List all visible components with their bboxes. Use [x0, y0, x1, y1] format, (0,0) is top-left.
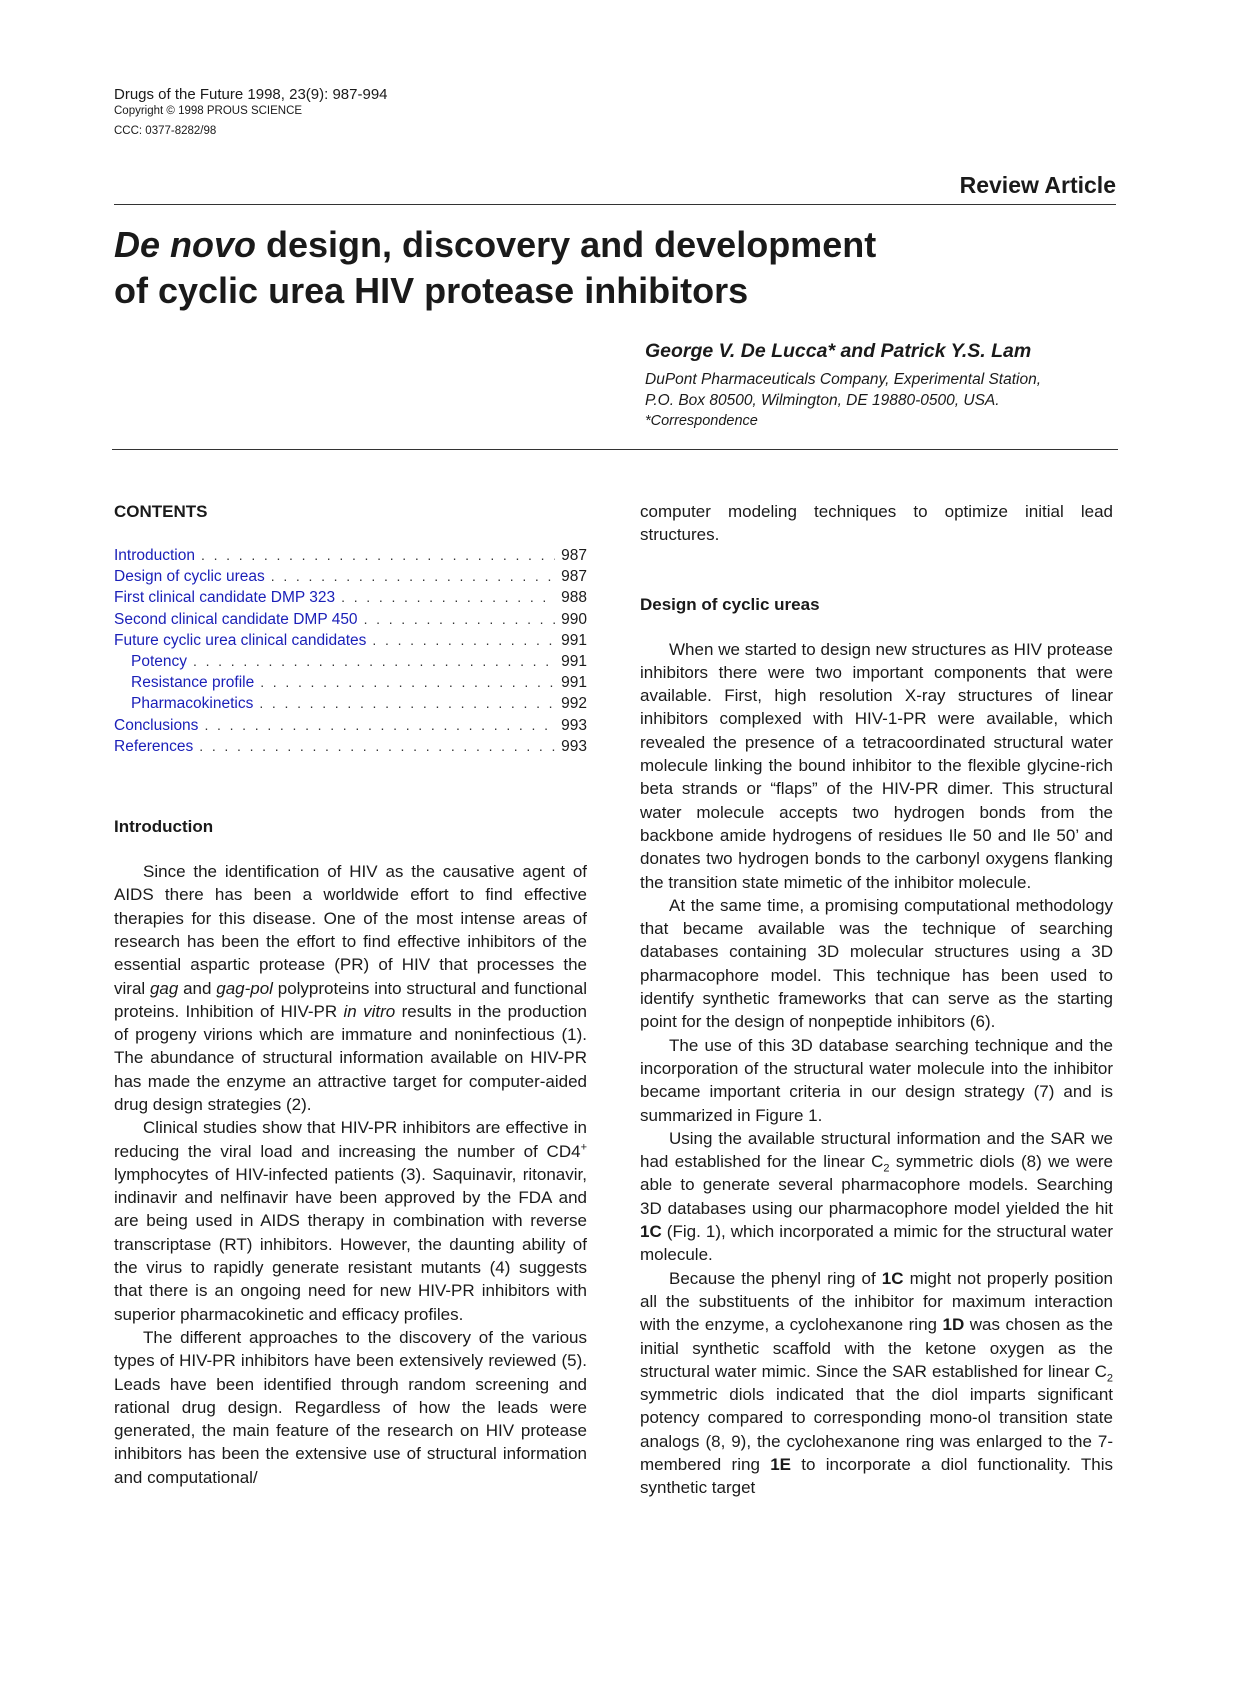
toc-leader	[271, 566, 555, 587]
design-paragraph-3: The use of this 3D database searching technique and the incorporation of the structural water molecule into the inhibitor became important criteria in our design strategy (7) and is summarized in Figure 1.	[640, 1035, 1113, 1125]
toc-leader	[364, 609, 556, 630]
toc-page: 991	[561, 674, 587, 692]
affiliation-line2: P.O. Box 80500, Wilmington, DE 19880-0500, USA.	[645, 392, 1000, 409]
intro-paragraph-1: Since the identification of HIV as the causative agent of AIDS there has been a worldwide effort to find effective therapies for this disease. One of the most intense areas of research has been the effort to find effective inhibitors of the essential aspartic protease (PR) of HIV that processes the viral gag and gag-pol polyproteins into structural and functional proteins. Inhibition of HIV-PR in vitro results in the production of progeny virions which are immature and noninfectious (1). The abundance of structural information available on HIV-PR has made the enzyme an attractive target for computer-aided drug design strategies (2).	[114, 862, 587, 1114]
toc-link[interactable]: Design of cyclic ureas	[114, 568, 265, 586]
toc-page: 987	[561, 568, 587, 586]
article-type: Review Article	[959, 172, 1116, 198]
toc-leader	[204, 715, 555, 736]
design-heading: Design of cyclic ureas	[640, 594, 820, 614]
toc-item[interactable]	[114, 715, 587, 736]
header-divider	[114, 204, 1116, 205]
article-title	[114, 222, 876, 314]
correspondence-note: *Correspondence	[645, 413, 758, 429]
ccc-line: CCC: 0377-8282/98	[114, 125, 217, 137]
toc-leader	[341, 587, 555, 608]
toc-link[interactable]: Introduction	[114, 547, 195, 564]
design-paragraph-1: When we started to design new structures as HIV protease inhibitors there were two important components that were available. First, high resolution X-ray structures of linear inhibitors complexed with HIV-1-PR were available, which revealed the presence of a tetracoordinated structural water molecule linking the bound inhibitor to the flexible glycine-rich beta strands or “flaps” of the HIV-PR dimer. This structural water molecule accepts two hydrogen bonds from the backbone amide hydrogens of residues Ile 50 and Ile 50’ and donates two hydrogen bonds to the carbonyl oxygens flanking the transition state mimetic of the inhibitor molecule.	[640, 639, 1113, 892]
title-line1: design, discovery and development	[256, 224, 877, 265]
intro-paragraph-2: Clinical studies show that HIV-PR inhibitors are effective in reducing the viral load and increasing the number of CD4+ lymphocytes of HIV-infected patients (3). Saquinavir, ritonavir, indinavir and nelfinavir have been approved by the FDA and are being used in AIDS therapy in combination with reverse transcriptase (RT) inhibitors. However, the daunting ability of the virus to rapidly generate resistant mutants (4) suggests that there is an ongoing need for new HIV-PR inhibitors with superior pharmacokinetic and efficacy profiles.	[114, 1118, 587, 1324]
toc-leader	[259, 693, 555, 714]
toc-leader	[199, 736, 555, 757]
toc-leader	[201, 545, 555, 566]
toc-page: 993	[561, 737, 587, 755]
copyright-line: Copyright © 1998 PROUS SCIENCE	[114, 105, 303, 117]
toc-link[interactable]: Resistance profile	[131, 674, 255, 692]
toc-page: 987	[561, 547, 587, 564]
introduction-heading: Introduction	[114, 817, 214, 837]
toc-item[interactable]	[114, 566, 587, 587]
toc-link[interactable]: Potency	[131, 653, 188, 671]
design-paragraph-4: Using the available structural information and the SAR we had established for the linear $C_2$ symmetric diols (8) we were able to generate several pharmacophore models. Searching 3D databases using our pharmacophore model yielded the hit 1C (Fig. 1), which incorporated a mimic for the structural water molecule.	[640, 1128, 1113, 1265]
table-of-contents	[114, 545, 587, 757]
toc-item[interactable]	[114, 630, 587, 651]
design-paragraph-5: Because the phenyl ring of 1C might not properly position all the substituents of the inhibitor for maximum interaction with the enzyme, a cyclohexanone ring 1D was chosen as the initial synthetic scaffold with the ketone oxygen as the structural water mimic. Since the SAR established for linear $C_2$ symmetric diols indicated that the diol imparts significant potency compared to corresponding mono-ol transition state analogs (8, 9), the cyclohexanone ring was enlarged to the 7-membered ring 1E to incorporate a diol functionality. This synthetic target	[640, 1268, 1114, 1498]
toc-item[interactable]	[114, 609, 587, 630]
toc-link[interactable]: First clinical candidate DMP 323	[114, 589, 336, 607]
toc-leader	[372, 630, 555, 651]
intro-continuation: computer modeling techniques to optimize initial lead structures.	[640, 502, 1113, 545]
toc-page: 991	[561, 631, 587, 649]
left-column	[114, 500, 587, 1489]
contents-heading: CONTENTS	[114, 502, 208, 521]
toc-link[interactable]: Second clinical candidate DMP 450	[114, 610, 358, 628]
title-line2: of cyclic urea HIV protease inhibitors	[114, 270, 749, 311]
toc-link[interactable]: Future cyclic urea clinical candidates	[114, 631, 367, 649]
toc-page: 988	[561, 589, 587, 607]
design-paragraph-2: At the same time, a promising computational methodology that became available was the technique of searching databases containing 3D molecular structures using a 3D pharmacophore model. This technique has been used to identify synthetic frameworks that can serve as the starting point for the design of nonpeptide inhibitors (6).	[640, 895, 1113, 1032]
toc-subitem[interactable]	[114, 651, 587, 672]
title-divider	[112, 449, 1118, 450]
toc-link[interactable]: References	[114, 737, 194, 755]
toc-page: 990	[561, 610, 587, 628]
affiliation-line1: DuPont Pharmaceuticals Company, Experimental Station,	[645, 371, 1042, 388]
toc-link[interactable]: Conclusions	[114, 716, 199, 734]
toc-item[interactable]	[114, 587, 587, 608]
toc-page: 991	[561, 653, 587, 671]
right-column	[640, 500, 1113, 1500]
toc-item[interactable]	[114, 545, 587, 566]
toc-leader	[193, 651, 555, 672]
toc-page: 992	[561, 695, 587, 713]
toc-page: 993	[561, 716, 587, 734]
title-italic: De novo	[114, 224, 257, 265]
toc-subitem[interactable]	[114, 672, 587, 693]
journal-citation: Drugs of the Future 1998, 23(9): 987-994	[114, 86, 388, 103]
toc-subitem[interactable]	[114, 693, 587, 714]
intro-paragraph-3: The different approaches to the discovery of the various types of HIV-PR inhibitors have been extensively reviewed (5). Leads have been identified through random screening and rational drug design. Regardless of how the leads were generated, the main feature of the research on HIV protease inhibitors has been the extensive use of structural information and computational/	[114, 1327, 587, 1487]
toc-item[interactable]	[114, 736, 587, 757]
toc-link[interactable]: Pharmacokinetics	[131, 695, 254, 713]
affiliation	[645, 369, 1041, 432]
author-names: George V. De Lucca* and Patrick Y.S. Lam	[645, 340, 1032, 362]
toc-leader	[260, 672, 555, 693]
